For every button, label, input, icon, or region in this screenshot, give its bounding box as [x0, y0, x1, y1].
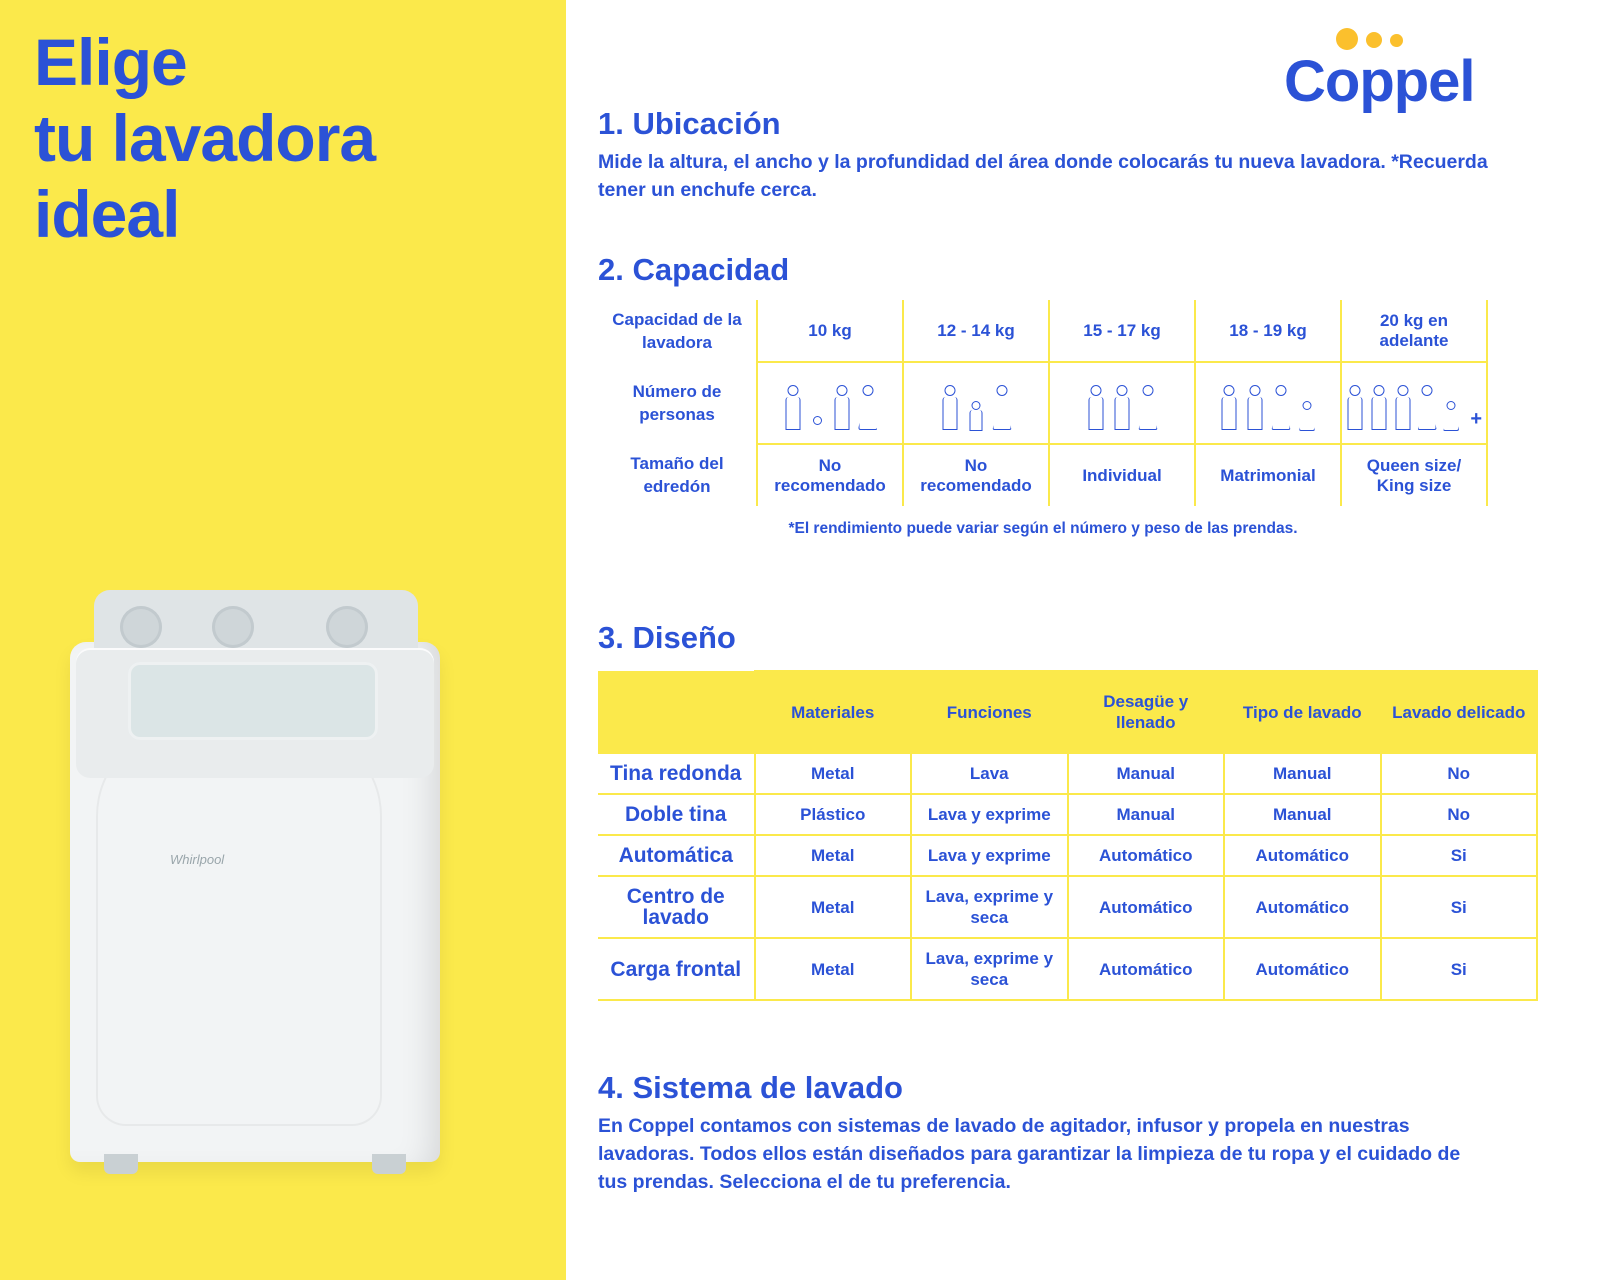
row-name-4: Carga frontal [598, 938, 755, 1000]
cell-people-2 [903, 362, 1049, 444]
section-capacidad [598, 252, 1600, 538]
row-header-duvet: Tamaño del edredón [598, 444, 757, 506]
cell-duvet-4: Matrimonial [1195, 444, 1341, 506]
cell-4-3: Automático [1224, 938, 1381, 1000]
cell-1-4: No [1381, 794, 1538, 835]
cell-4-4: Si [1381, 938, 1538, 1000]
cell-1-2: Manual [1068, 794, 1225, 835]
left-yellow-panel [0, 0, 566, 1280]
column-header-desague: Desagüe y llenado [1068, 671, 1225, 753]
row-name-3: Centro de lavado [598, 876, 755, 938]
cell-1-3: Manual [1224, 794, 1381, 835]
section-3-title: 3. Diseño [598, 620, 736, 655]
table-header-row [598, 671, 1537, 753]
row-header-capacity: Capacidad de la lavadora [598, 300, 757, 362]
cell-3-2: Automático [1068, 876, 1225, 938]
washing-machine-illustration [60, 572, 480, 1192]
washer-foot-right [372, 1154, 406, 1174]
cell-2-4: Si [1381, 835, 1538, 876]
logo-dots-icon [1336, 28, 1416, 50]
section-2-title: 2. Capacidad [598, 252, 790, 287]
capacity-table [598, 300, 1488, 506]
design-table [598, 670, 1538, 1001]
cell-2-1: Lava y exprime [911, 835, 1068, 876]
table-row [598, 753, 1537, 794]
cell-2-0: Metal [755, 835, 912, 876]
row-name-1: Doble tina [598, 794, 755, 835]
washer-knob-icon [212, 606, 254, 648]
cell-capacity-1: 10 kg [757, 300, 903, 362]
cell-people-1 [757, 362, 903, 444]
cell-3-4: Si [1381, 876, 1538, 938]
page-title-line-1: Elige [34, 25, 187, 99]
washer-knob-icon [326, 606, 368, 648]
cell-3-1: Lava, exprime y seca [911, 876, 1068, 938]
washer-lid-window [128, 662, 378, 740]
row-header-people: Número de personas [598, 362, 757, 444]
row-name-2: Automática [598, 835, 755, 876]
cell-duvet-1: No recomendado [757, 444, 903, 506]
cell-people-4 [1195, 362, 1341, 444]
cell-people-5: + [1341, 362, 1487, 444]
table-row [598, 938, 1537, 1000]
content-column [598, 0, 1600, 1280]
capacity-footnote: *El rendimiento puede variar según el número y peso de las prendas. [788, 520, 1298, 537]
section-4-body: En Coppel contamos con sistemas de lavado de agitador, infusor y propela en nuestras lavadoras. Todos ellos están diseñados para garantizar la limpieza de tu ropa y el cuidado de tus prendas. Selecciona el de tu preferencia. [598, 1115, 1461, 1193]
page-title [34, 24, 554, 252]
cell-people-3 [1049, 362, 1195, 444]
column-header-tipo-lavado: Tipo de lavado [1224, 671, 1381, 753]
cell-4-0: Metal [755, 938, 912, 1000]
section-1-title: 1. Ubicación [598, 106, 781, 141]
cell-capacity-2: 12 - 14 kg [903, 300, 1049, 362]
cell-0-2: Manual [1068, 753, 1225, 794]
washer-brand-label: Whirlpool [170, 852, 225, 867]
cell-0-1: Lava [911, 753, 1068, 794]
table-row [598, 444, 1487, 506]
column-header-funciones: Funciones [911, 671, 1068, 753]
washer-foot-left [104, 1154, 138, 1174]
section-1-body: Mide la altura, el ancho y la profundidad del área donde colocarás tu nueva lavadora. *Recuerda tener un enchufe cerca. [598, 151, 1488, 201]
washer-knob-icon [120, 606, 162, 648]
table-row [598, 835, 1537, 876]
cell-2-3: Automático [1224, 835, 1381, 876]
cell-3-0: Metal [755, 876, 912, 938]
cell-0-4: No [1381, 753, 1538, 794]
cell-capacity-3: 15 - 17 kg [1049, 300, 1195, 362]
table-row [598, 300, 1487, 362]
cell-3-3: Automático [1224, 876, 1381, 938]
table-row [598, 362, 1487, 444]
column-header-materiales: Materiales [755, 671, 912, 753]
section-diseno [598, 620, 1600, 1001]
cell-capacity-4: 18 - 19 kg [1195, 300, 1341, 362]
cell-0-0: Metal [755, 753, 912, 794]
section-4-title: 4. Sistema de lavado [598, 1070, 903, 1105]
cell-1-0: Plástico [755, 794, 912, 835]
cell-4-2: Automático [1068, 938, 1225, 1000]
cell-4-1: Lava, exprime y seca [911, 938, 1068, 1000]
section-ubicacion [598, 106, 1538, 204]
cell-1-1: Lava y exprime [911, 794, 1068, 835]
cell-duvet-5: Queen size/ King size [1341, 444, 1487, 506]
section-sistema-lavado [598, 1070, 1478, 1196]
cell-duvet-2: No recomendado [903, 444, 1049, 506]
table-row [598, 794, 1537, 835]
logo-wordmark: Coppel [1284, 49, 1475, 114]
page-title-line-3: ideal [34, 177, 180, 251]
cell-capacity-5: 20 kg en adelante [1341, 300, 1487, 362]
column-header-lavado-delicado: Lavado delicado [1381, 671, 1538, 753]
table-row [598, 876, 1537, 938]
cell-0-3: Manual [1224, 753, 1381, 794]
washer-lid [76, 648, 434, 778]
row-name-0: Tina redonda [598, 753, 755, 794]
cell-duvet-3: Individual [1049, 444, 1195, 506]
page-title-line-2: tu lavadora [34, 101, 376, 175]
column-header-blank [598, 671, 755, 753]
cell-2-2: Automático [1068, 835, 1225, 876]
